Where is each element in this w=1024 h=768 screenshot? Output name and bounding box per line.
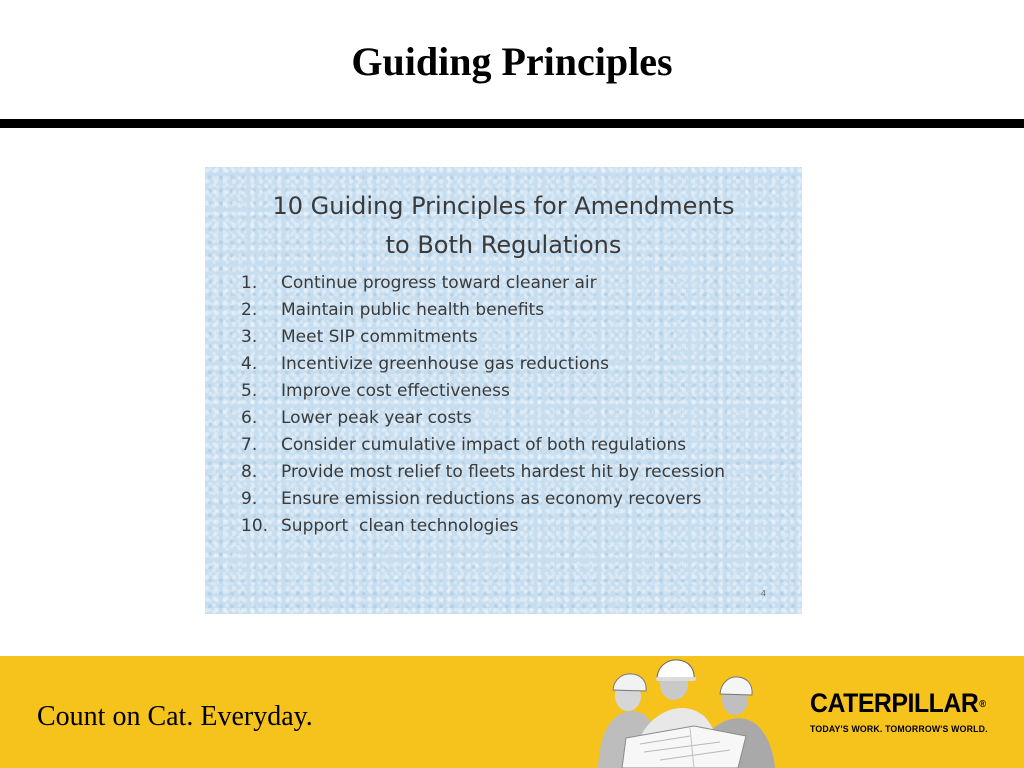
list-item <box>241 380 781 402</box>
list-item-number: 8. <box>241 462 258 482</box>
list-item <box>241 353 781 375</box>
list-item-text: Meet SIP commitments <box>281 327 478 347</box>
footer-tagline: Count on Cat. Everyday. <box>37 701 313 732</box>
list-item-number: 9. <box>241 489 258 509</box>
embedded-heading-line-2: to Both Regulations <box>385 231 622 259</box>
list-item-text: Lower peak year costs <box>281 408 472 428</box>
list-item-text: Consider cumulative impact of both regulations <box>281 435 687 455</box>
footer-band <box>0 656 1024 768</box>
list-item-text: Continue progress toward cleaner air <box>281 273 597 293</box>
list-item-text: Support clean technologies <box>281 516 519 536</box>
logo-wordmark <box>810 688 985 718</box>
list-item <box>241 326 781 348</box>
list-item <box>241 299 781 321</box>
registered-mark: ® <box>979 699 986 710</box>
slide-title: Guiding Principles <box>351 39 673 84</box>
list-item-text: Ensure emission reductions as economy recovers <box>281 489 702 509</box>
list-item-number: 4. <box>241 354 258 374</box>
list-item-number: 3. <box>241 327 258 347</box>
embedded-slide-image <box>205 167 802 614</box>
logo-wordmark-text: CATERPILLAR <box>810 688 979 718</box>
list-item-number: 6. <box>241 408 258 428</box>
list-item <box>241 272 781 294</box>
list-item <box>241 434 781 456</box>
list-item <box>241 488 781 510</box>
list-item-text: Improve cost effectiveness <box>281 381 510 401</box>
list-item <box>241 407 781 429</box>
embedded-slide-heading <box>205 187 802 265</box>
embedded-heading-line-1: 10 Guiding Principles for Amendments <box>272 192 735 220</box>
title-rule <box>0 119 1024 128</box>
logo-tagline: TODAY'S WORK. TOMORROW'S WORLD. <box>810 724 988 735</box>
list-item-number: 2. <box>241 300 258 320</box>
construction-workers-image <box>570 656 785 768</box>
embedded-page-number: 4 <box>760 589 766 598</box>
list-item-text: Provide most relief to fleets hardest hit by recession <box>281 462 726 482</box>
caterpillar-logo <box>810 688 1000 735</box>
list-item-number: 1. <box>241 273 258 293</box>
list-item-number: 10. <box>241 516 269 536</box>
list-item-number: 5. <box>241 381 258 401</box>
list-item <box>241 461 781 483</box>
list-item-number: 7. <box>241 435 258 455</box>
principles-list <box>241 272 781 542</box>
list-item <box>241 515 781 537</box>
list-item-text: Maintain public health benefits <box>281 300 545 320</box>
list-item-text: Incentivize greenhouse gas reductions <box>281 354 609 374</box>
